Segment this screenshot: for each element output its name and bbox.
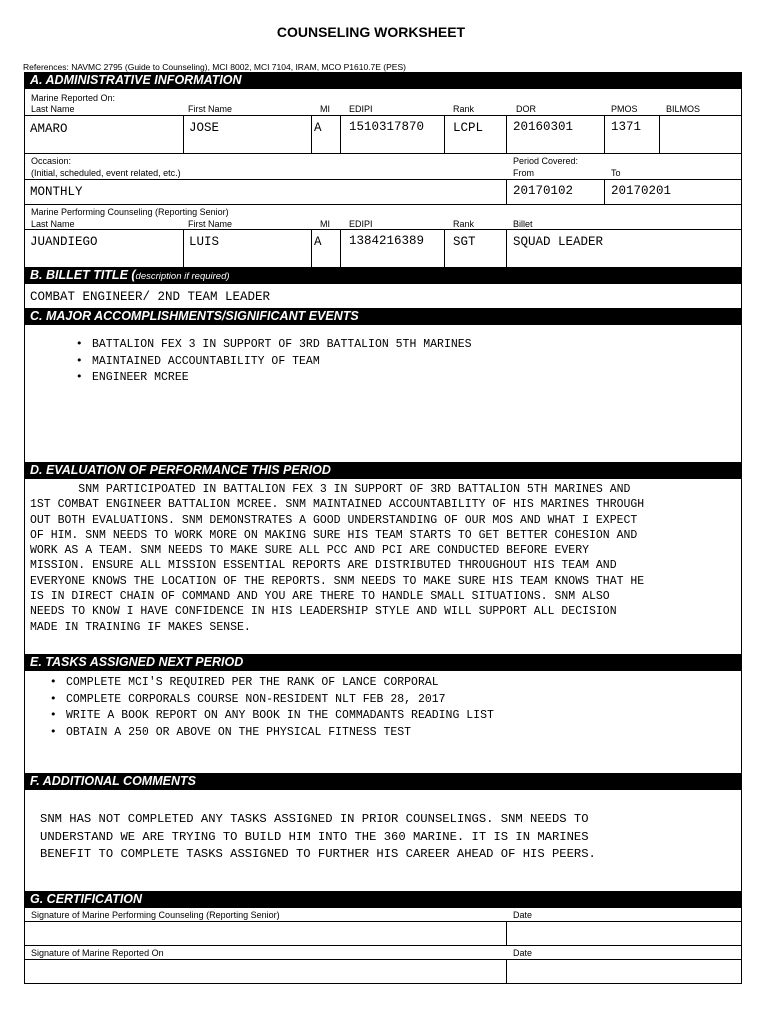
period-covered-label: Period Covered:	[513, 156, 579, 166]
marine-date-label: Date	[513, 948, 533, 958]
page-title: COUNSELING WORKSHEET	[276, 24, 466, 40]
senior-date-label: Date	[513, 910, 533, 920]
first-name-label: First Name	[188, 104, 233, 114]
marine-last-name: AMARO	[30, 122, 68, 136]
billet-label: Billet	[513, 219, 533, 229]
marine-dor: 20160301	[513, 120, 574, 134]
list-item: • BATTALION FEX 3 IN SUPPORT OF 3RD BATTALION 5TH MARINES	[76, 336, 472, 353]
evaluation-text	[30, 482, 644, 635]
rank-label: Rank	[453, 104, 475, 114]
last-name-label: Last Name	[31, 104, 75, 114]
evaluation-line: EVERYONE KNOWS THE LOCATION OF THE REPORTS. SNM NEEDS TO MAKE SURE HIS TEAM KNOWS THAT HE	[30, 574, 645, 588]
list-item: • COMPLETE CORPORALS COURSE NON-RESIDENT NLT FEB 28, 2017	[50, 691, 494, 708]
section-e-header: E. TASKS ASSIGNED NEXT PERIOD	[24, 654, 742, 671]
additional-comments-text	[40, 811, 596, 864]
section-g-header: G. CERTIFICATION	[24, 891, 742, 908]
edipi-label: EDIPI	[349, 104, 373, 114]
senior-mi-label: MI	[320, 219, 330, 229]
list-item: • MAINTAINED ACCOUNTABILITY OF TEAM	[76, 353, 472, 370]
occasion-label: Occasion:	[31, 156, 72, 166]
senior-billet: SQUAD LEADER	[513, 235, 604, 249]
evaluation-line: IS IN DIRECT CHAIN OF COMMAND AND YOU ARE THERE TO HANDLE SMALL SITUATIONS. SNM ALSO	[30, 590, 610, 604]
list-item: • OBTAIN A 250 OR ABOVE ON THE PHYSICAL FITNESS TEST	[50, 724, 494, 741]
section-c-header: C. MAJOR ACCOMPLISHMENTS/SIGNIFICANT EVENTS	[24, 308, 742, 325]
references: References: NAVMC 2795 (Guide to Counseling), MCI 8002, MCI 7104, IRAM, MCO P1610.7E (PES)	[23, 62, 406, 72]
senior-date-field[interactable]	[507, 922, 741, 944]
period-from: 20170102	[513, 184, 574, 198]
occasion-hint: (Initial, scheduled, event related, etc.)	[31, 168, 181, 178]
evaluation-line: MADE IN TRAINING IF MAKES SENSE.	[30, 620, 251, 634]
evaluation-line: NEEDS TO KNOW I HAVE CONFIDENCE IN HIS LEADERSHIP STYLE AND WILL SUPPORT ALL DECISION	[30, 605, 617, 619]
marine-mi: A	[314, 121, 322, 135]
senior-signature-field[interactable]	[25, 922, 505, 944]
senior-rank: SGT	[453, 235, 476, 249]
senior-first-name: LUIS	[189, 235, 220, 249]
comment-line: UNDERSTAND WE ARE TRYING TO BUILD HIM INTO THE 360 MARINE. IT IS IN MARINES	[40, 829, 589, 844]
list-item: • COMPLETE MCI'S REQUIRED PER THE RANK OF LANCE CORPORAL	[50, 674, 494, 691]
evaluation-line: OF HIM. SNM NEEDS TO WORK MORE ON MAKING SURE HIS TEAM STARTS TO GET BETTER COHESION AND	[30, 528, 638, 542]
senior-signature-label: Signature of Marine Performing Counseling (Reporting Senior)	[31, 910, 280, 920]
mi-label: MI	[320, 104, 330, 114]
section-d-header: D. EVALUATION OF PERFORMANCE THIS PERIOD	[24, 462, 742, 479]
to-label: To	[611, 168, 621, 178]
accomplishments-list	[76, 336, 472, 386]
marine-signature-label: Signature of Marine Reported On	[31, 948, 164, 958]
evaluation-line: MISSION. ENSURE ALL MISSION ESSENTIAL REPORTS ARE DISTRIBUTED THROUGHOUT HIS TEAM AND	[30, 559, 617, 573]
occasion-value: MONTHLY	[30, 185, 83, 199]
bilmos-label: BILMOS	[666, 104, 701, 114]
senior-edipi: 1384216389	[349, 234, 425, 248]
section-b-header	[24, 267, 742, 284]
marine-pmos: 1371	[611, 120, 642, 134]
section-f-header: F. ADDITIONAL COMMENTS	[24, 773, 742, 790]
senior-rank-label: Rank	[453, 219, 475, 229]
section-b-note: description if required)	[135, 271, 230, 282]
evaluation-line: SNM PARTICIPOATED IN BATTALION FEX 3 IN SUPPORT OF 3RD BATTALION 5TH MARINES AND	[30, 483, 631, 496]
tasks-list	[50, 674, 494, 740]
billet-title-value: COMBAT ENGINEER/ 2ND TEAM LEADER	[30, 290, 271, 304]
section-a-header: A. ADMINISTRATIVE INFORMATION	[24, 72, 742, 89]
marine-signature-field[interactable]	[25, 960, 505, 983]
senior-mi: A	[314, 235, 322, 249]
marine-reported-on-label: Marine Reported On:	[31, 93, 116, 103]
evaluation-line: 1ST COMBAT ENGINEER BATTALION MCREE. SNM MAINTAINED ACCOUNTABILITY OF HIS MARINES THROUGH	[30, 498, 645, 512]
senior-first-name-label: First Name	[188, 219, 233, 229]
marine-rank: LCPL	[453, 121, 484, 135]
list-item: • WRITE A BOOK REPORT ON ANY BOOK IN THE COMMADANTS READING LIST	[50, 707, 494, 724]
list-item: • ENGINEER MCREE	[76, 369, 472, 386]
pmos-label: PMOS	[611, 104, 638, 114]
comment-line: BENEFIT TO COMPLETE TASKS ASSIGNED TO FURTHER HIS CAREER AHEAD OF HIS PEERS.	[40, 847, 596, 861]
senior-last-name-label: Last Name	[31, 219, 75, 229]
senior-last-name: JUANDIEGO	[30, 235, 98, 249]
from-label: From	[513, 168, 534, 178]
marine-edipi: 1510317870	[349, 120, 425, 134]
period-to: 20170201	[611, 184, 672, 198]
section-b-title: B. BILLET TITLE (	[30, 268, 136, 282]
evaluation-line: OUT BOTH EVALUATIONS. SNM DEMONSTRATES A GOOD UNDERSTANDING OF OUR MOS AND WHAT I EXPECT	[30, 513, 638, 527]
dor-label: DOR	[516, 104, 536, 114]
reporting-senior-label: Marine Performing Counseling (Reporting Senior)	[31, 207, 229, 217]
evaluation-line: WORK AS A TEAM. SNM NEEDS TO MAKE SURE ALL PCC AND PCI ARE CONDUCTED BEFORE EVERY	[30, 544, 589, 558]
senior-edipi-label: EDIPI	[349, 219, 373, 229]
marine-date-field[interactable]	[507, 960, 741, 983]
comment-line: SNM HAS NOT COMPLETED ANY TASKS ASSIGNED IN PRIOR COUNSELINGS. SNM NEEDS TO	[40, 812, 589, 826]
marine-first-name: JOSE	[189, 121, 220, 135]
